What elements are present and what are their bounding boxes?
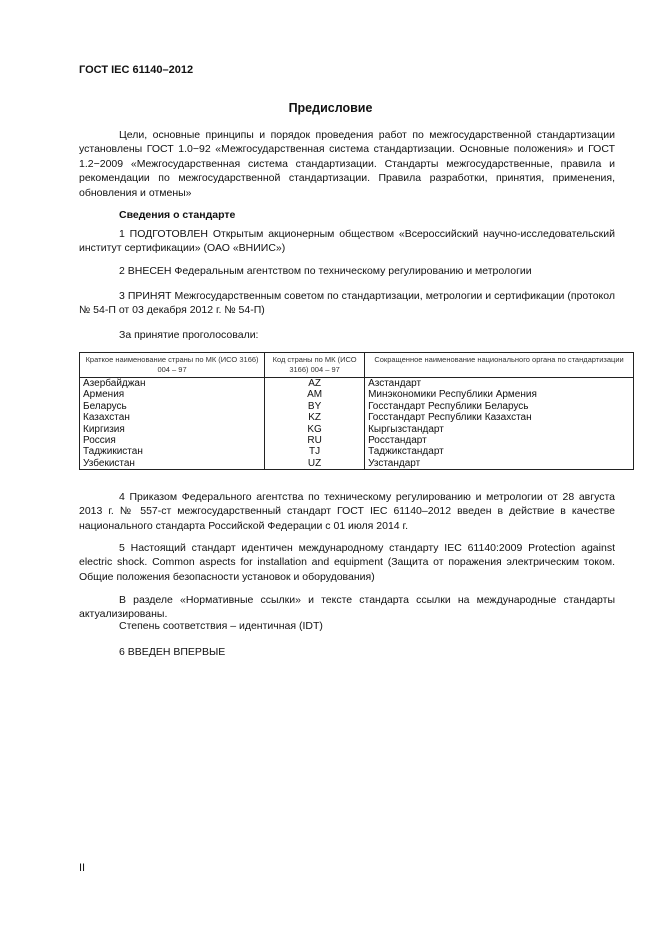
item-3: 3 ПРИНЯТ Межгосударственным советом по стандартизации, метрологии и сертификации (протокол № 54-П от 03 декабря 2012 г. № 54-П) [79,290,615,317]
table-cell-body: Госстандарт Республики Казахстан [365,412,634,423]
item-5-refs: В разделе «Нормативные ссылки» и тексте стандарта ссылки на международные стандарты актуализированы. [79,594,615,621]
table-cell-code: AM [265,389,365,400]
info-heading: Сведения о стандарте [119,209,236,221]
page-number: II [79,862,86,874]
section-title: Предисловие [288,101,373,115]
table-cell-body: Госстандарт Республики Беларусь [365,401,634,412]
table-cell-country: Россия [80,435,265,446]
table-row [80,435,634,446]
table-row [80,412,634,423]
item-4: 4 Приказом Федерального агентства по техническому регулированию и метрологии от 28 августа 2013 г. № 557-ст межгосударственный стандарт ГОСТ IEC 61140–2012 введен в действие в качестве национального стандарта Российской Федерации с 01 июля 2014 г. [79,491,615,532]
table-cell-country: Узбекистан [80,458,265,470]
table-header-code: Код страны по МК (ИСО 3166) 004 – 97 [265,353,365,378]
item-5: 5 Настоящий стандарт идентичен международному стандарту IEC 61140:2009 Protection against electric shock. Common aspects for installation and equipment (Защита от поражения электрическим током. Общие положения безопасности установок и оборудования) [79,542,615,583]
table-cell-body: Росстандарт [365,435,634,446]
table-cell-body: Узстандарт [365,458,634,470]
item-5-degree: Степень соответствия – идентичная (IDT) [119,620,323,632]
table-cell-code: RU [265,435,365,446]
table-cell-country: Беларусь [80,401,265,412]
table-header-country: Краткое наименование страны по МК (ИСО 3166) 004 – 97 [80,353,265,378]
table-row [80,378,634,390]
table-row [80,458,634,470]
table-header-body: Сокращенное наименование национального органа по стандартизации [365,353,634,378]
table-cell-body: Минэкономики Республики Армения [365,389,634,400]
voting-table [79,352,634,470]
item-1: 1 ПОДГОТОВЛЕН Открытым акционерным обществом «Всероссийский научно-исследовательский институт сертификации» (ОАО «ВНИИС») [79,228,615,255]
table-row [80,389,634,400]
table-cell-code: BY [265,401,365,412]
table-cell-country: Таджикистан [80,446,265,457]
item-2: 2 ВНЕСЕН Федеральным агентством по техническому регулированию и метрологии [119,265,532,277]
table-cell-country: Армения [80,389,265,400]
table-header-row [80,353,634,378]
table-cell-country: Азербайджан [80,378,265,390]
document-header: ГОСТ IEC 61140–2012 [79,64,194,76]
table-cell-body: Азстандарт [365,378,634,390]
table-cell-body: Кыргызстандарт [365,424,634,435]
table-cell-code: KG [265,424,365,435]
table-row [80,401,634,412]
voted-label: За принятие проголосовали: [119,329,259,341]
table-cell-country: Казахстан [80,412,265,423]
table-cell-code: KZ [265,412,365,423]
table-cell-code: UZ [265,458,365,470]
table-row [80,424,634,435]
intro-paragraph: Цели, основные принципы и порядок проведения работ по межгосударственной стандартизации установлены ГОСТ 1.0−92 «Межгосударственная система стандартизации. Основные положения» и ГОСТ 1.2−2009 «Межгосударственная система стандартизации. Стандарты межгосударственные, правила и рекомендации по межгосударственной стандартизации. Правила разработки, принятия, применения, обновления и отмены» [79,129,615,199]
item-6: 6 ВВЕДЕН ВПЕРВЫЕ [119,646,226,658]
table-cell-body: Таджикстандарт [365,446,634,457]
table-row [80,446,634,457]
table-cell-code: TJ [265,446,365,457]
table-cell-code: AZ [265,378,365,390]
table-cell-country: Киргизия [80,424,265,435]
